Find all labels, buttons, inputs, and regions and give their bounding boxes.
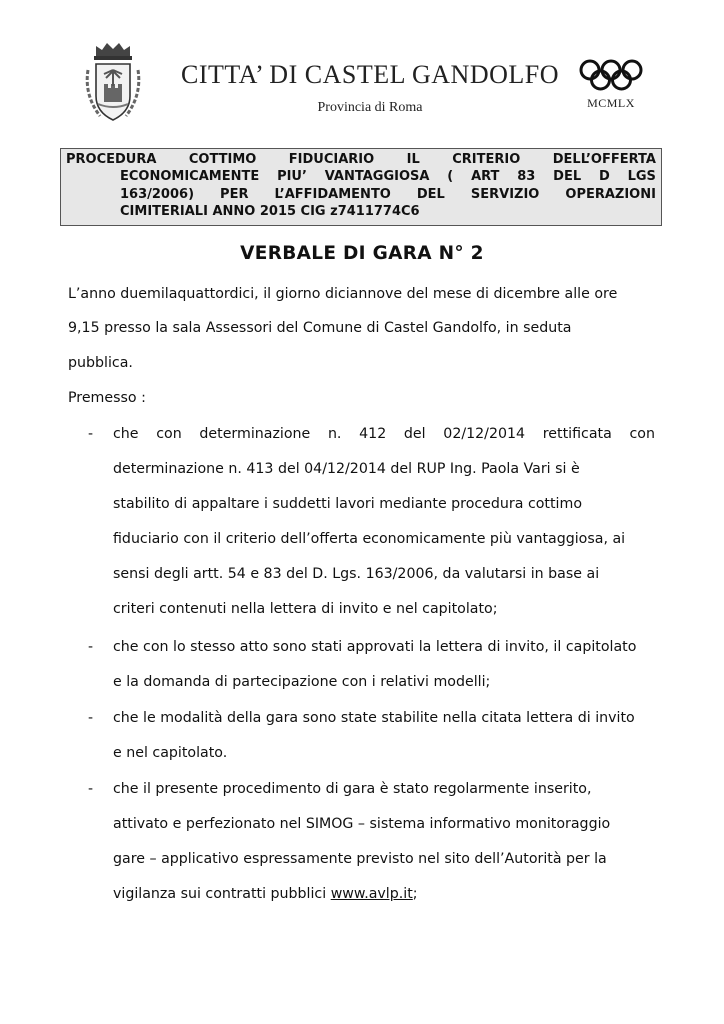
province-name: Provincia di Roma (317, 100, 423, 115)
bullet-marker: - (88, 710, 94, 726)
subject-word: IL (406, 152, 420, 167)
subject-word: FIDUCIARIO (288, 152, 375, 167)
bullet-marker: - (88, 426, 94, 442)
subject-word: ART (471, 169, 500, 185)
subject-word: ECONOMICAMENTE (120, 169, 260, 185)
bullet-4-line-3: gare – applicativo espressamente previsto nel sito dell’Autorità per la (113, 851, 607, 867)
bullet-marker: - (88, 639, 94, 655)
bullet-1-word: 412 (359, 426, 387, 442)
subject-word: CRITERIO (452, 152, 521, 167)
subject-word: PIU’ (277, 169, 307, 185)
bullet-3-line-2: e nel capitolato. (113, 745, 228, 761)
subject-word: LGS (627, 169, 656, 185)
subject-word: COTTIMO (188, 152, 257, 167)
bullet-1-line-4: fiduciario con il criterio dell’offerta economicamente più vantaggiosa, ai (113, 531, 626, 547)
subject-word: PER (220, 186, 249, 202)
letterhead (0, 0, 724, 140)
bullet-4-line-4-text: vigilanza sui contratti pubblici (113, 886, 331, 902)
bullet-4-line-1: che il presente procedimento di gara è stato regolarmente inserito, (113, 781, 592, 797)
document-title: VERBALE DI GARA N° 2 (240, 243, 484, 264)
subject-word: OPERAZIONI (565, 186, 656, 202)
bullet-1-line-6: criteri contenuti nella lettera di invito e nel capitolato; (113, 601, 498, 617)
subject-word: VANTAGGIOSA (324, 169, 430, 185)
bullet-marker: - (88, 781, 94, 797)
avlp-website-link[interactable]: www.avlp.it (330, 886, 413, 902)
subject-word: DEL (553, 169, 582, 185)
bullet-1-word: 02/12/2014 (443, 426, 526, 442)
subject-line-4: CIMITERIALI ANNO 2015 CIG z7411774C6 (120, 203, 420, 219)
bullet-1-word: con (629, 426, 655, 442)
subject-word: ( (447, 169, 454, 185)
subject-line-1 (66, 151, 656, 168)
subject-word: L’AFFIDAMENTO (274, 186, 391, 202)
bullet-1-word: che (113, 426, 139, 442)
subject-box (60, 148, 662, 226)
subject-word: DEL (416, 186, 445, 202)
bullet-4-line-4-end: ; (412, 886, 418, 902)
subject-line-3 (66, 186, 656, 203)
bullet-1-line-5: sensi degli artt. 54 e 83 del D. Lgs. 163/2006, da valutarsi in base ai (113, 566, 600, 582)
subject-word: SERVIZIO (470, 186, 540, 202)
bullet-1-line-1 (113, 426, 655, 442)
bullet-3-line-1: che le modalità della gara sono state stabilite nella citata lettera di invito (113, 710, 635, 726)
bullet-1-word: del (403, 426, 426, 442)
bullet-1-word: con (156, 426, 182, 442)
bullet-1-word: determinazione (199, 426, 311, 442)
bullet-1-word: n. (327, 426, 342, 442)
bullet-4-line-4 (113, 886, 418, 902)
subject-line-2 (66, 168, 656, 185)
subject-word: 83 (517, 169, 536, 185)
intro-line-1: L’anno duemilaquattordici, il giorno diciannove del mese di dicembre alle ore (68, 286, 618, 302)
bullet-4-line-2: attivato e perfezionato nel SIMOG – sistema informativo monitoraggio (113, 816, 611, 832)
intro-line-2: 9,15 presso la sala Assessori del Comune di Castel Gandolfo, in seduta (68, 320, 572, 336)
bullet-2-line-2: e la domanda di partecipazione con i relativi modelli; (113, 674, 491, 690)
subject-word: 163/2006) (120, 186, 195, 202)
town-name: CITTA’ DI CASTEL GANDOLFO (181, 60, 559, 89)
subject-word: DELL’OFFERTA (552, 152, 656, 167)
subject-word: PROCEDURA (66, 152, 157, 167)
subject-word: D (598, 169, 610, 185)
intro-line-3: pubblica. (68, 355, 133, 371)
year-roman: MCMLX (587, 96, 635, 110)
bullet-1-word: rettificata (542, 426, 612, 442)
bullet-2-line-1: che con lo stesso atto sono stati approvati la lettera di invito, il capitolato (113, 639, 637, 655)
bullet-1-line-3: stabilito di appaltare i suddetti lavori mediante procedura cottimo (113, 496, 582, 512)
bullet-1-line-2: determinazione n. 413 del 04/12/2014 del RUP Ing. Paola Vari si è (113, 461, 580, 477)
premesso-heading: Premesso : (68, 390, 146, 406)
olympic-rings-icon (578, 58, 644, 94)
